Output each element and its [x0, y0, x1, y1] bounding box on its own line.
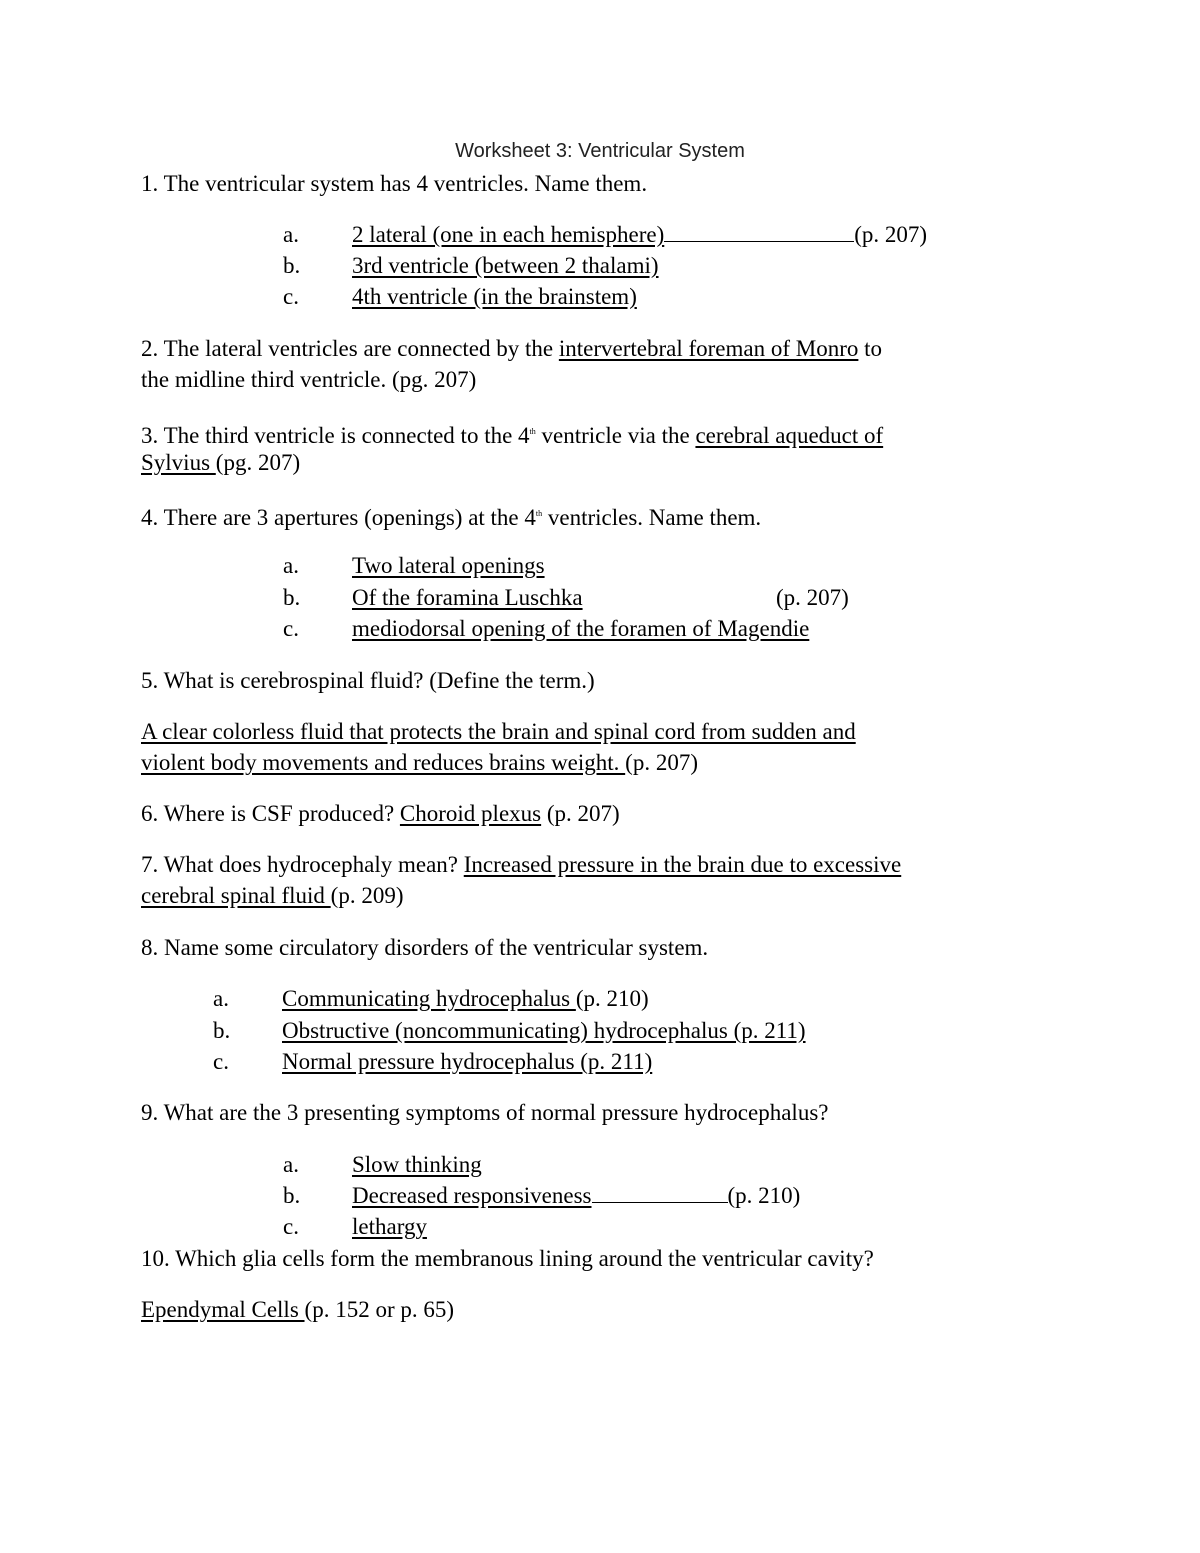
q9-marker-c: c. — [283, 1214, 299, 1239]
q4-answer-c: mediodorsal opening of the foramen of Magendie — [352, 616, 810, 641]
q2-text: 2. The lateral ventricles are connected by the — [141, 336, 559, 361]
q8-ref-a: (p. 210) — [575, 986, 649, 1011]
question-3 — [141, 416, 883, 451]
q6-text: 6. Where is CSF produced? — [141, 801, 400, 826]
q8-answer-c: Normal pressure hydrocephalus (p. 211) — [282, 1049, 653, 1074]
q4-marker-a: a. — [283, 553, 299, 578]
answer-blank — [664, 221, 854, 242]
q9-answer-a: Slow thinking — [352, 1152, 482, 1177]
q8-answer-a-text: Communicating hydrocephalus — [282, 986, 576, 1011]
q8-answer-a — [282, 983, 649, 1014]
q3-text-mid: ventricle via the — [535, 423, 696, 448]
q4-ref-b: (p. 207) — [776, 585, 849, 610]
question-2-line-2: the midline third ventricle. (pg. 207) — [141, 367, 477, 392]
q8-marker-c: c. — [213, 1049, 229, 1074]
q1-marker-b: b. — [283, 253, 301, 278]
q3-superscript: th — [529, 427, 536, 436]
q1-answer-c: 4th ventricle (in the brainstem) — [352, 284, 637, 309]
worksheet-title: Worksheet 3: Ventricular System — [455, 140, 745, 162]
q6-ref: (p. 207) — [541, 801, 620, 826]
q2-answer: intervertebral foreman of Monro — [558, 336, 859, 361]
q5-answer-cont: violent body movements and reduces brains weight. — [141, 750, 626, 775]
q8-marker-b: b. — [213, 1018, 231, 1043]
question-7-line-2 — [141, 880, 404, 911]
question-5: 5. What is cerebrospinal fluid? (Define the term.) — [141, 668, 595, 693]
q8-answer-b: Obstructive (noncommunicating) hydrocephalus (p. 211) — [282, 1018, 806, 1043]
q3-answer: cerebral aqueduct of — [695, 423, 884, 448]
question-7 — [141, 849, 901, 880]
q1-answer-a-text: 2 lateral (one in each hemisphere) — [352, 222, 665, 247]
question-2 — [141, 333, 882, 364]
question-4 — [141, 498, 761, 533]
question-6 — [141, 798, 620, 829]
q5-ref: (p. 207) — [625, 750, 698, 775]
q10-answer: Ependymal Cells — [141, 1297, 305, 1322]
question-1: 1. The ventricular system has 4 ventricles. Name them. — [141, 171, 648, 196]
question-9: 9. What are the 3 presenting symptoms of normal pressure hydrocephalus? — [141, 1100, 829, 1125]
q1-answer-b: 3rd ventricle (between 2 thalami) — [352, 253, 659, 278]
q4-superscript: th — [535, 509, 543, 518]
q6-answer: Choroid plexus — [399, 801, 542, 826]
q9-marker-b: b. — [283, 1183, 301, 1208]
q4-text-end: ventricles. Name them. — [542, 505, 762, 530]
q7-answer-cont: cerebral spinal fluid — [141, 883, 331, 908]
q10-ref: (p. 152 or p. 65) — [304, 1297, 455, 1322]
q2-text-end: to — [858, 336, 883, 361]
q10-answer-line — [141, 1294, 454, 1325]
q1-marker-c: c. — [283, 284, 299, 309]
answer-blank — [592, 1182, 728, 1203]
question-8: 8. Name some circulatory disorders of the ventricular system. — [141, 935, 709, 960]
q8-marker-a: a. — [213, 986, 229, 1011]
q5-answer-line-1: A clear colorless fluid that protects the brain and spinal cord from sudden and — [141, 719, 856, 744]
q1-marker-a: a. — [283, 222, 299, 247]
q3-text: 3. The third ventricle is connected to the 4 — [141, 423, 530, 448]
q3-answer-cont: Sylvius — [141, 450, 216, 475]
question-3-line-2 — [141, 447, 300, 478]
q7-answer: Increased pressure in the brain due to excessive — [463, 852, 902, 877]
q1-answer-a — [352, 219, 927, 250]
q4-text: 4. There are 3 apertures (openings) at the 4 — [141, 505, 536, 530]
q5-answer-line-2 — [141, 747, 698, 778]
q4-marker-b: b. — [283, 585, 301, 610]
q1-ref-a: (p. 207) — [854, 222, 928, 247]
q9-answer-b — [352, 1180, 800, 1211]
q4-answer-b: Of the foramina Luschka — [352, 585, 583, 610]
q9-marker-a: a. — [283, 1152, 299, 1177]
q9-ref-b: (p. 210) — [727, 1183, 801, 1208]
q3-ref: (pg. 207) — [215, 450, 301, 475]
q4-marker-c: c. — [283, 616, 299, 641]
q9-answer-b-text: Decreased responsiveness — [352, 1183, 592, 1208]
q7-ref: (p. 209) — [330, 883, 404, 908]
question-10: 10. Which glia cells form the membranous lining around the ventricular cavity? — [141, 1246, 874, 1271]
q9-answer-c: lethargy — [352, 1214, 427, 1239]
q7-text: 7. What does hydrocephaly mean? — [141, 852, 464, 877]
q4-answer-a: Two lateral openings — [352, 553, 545, 578]
